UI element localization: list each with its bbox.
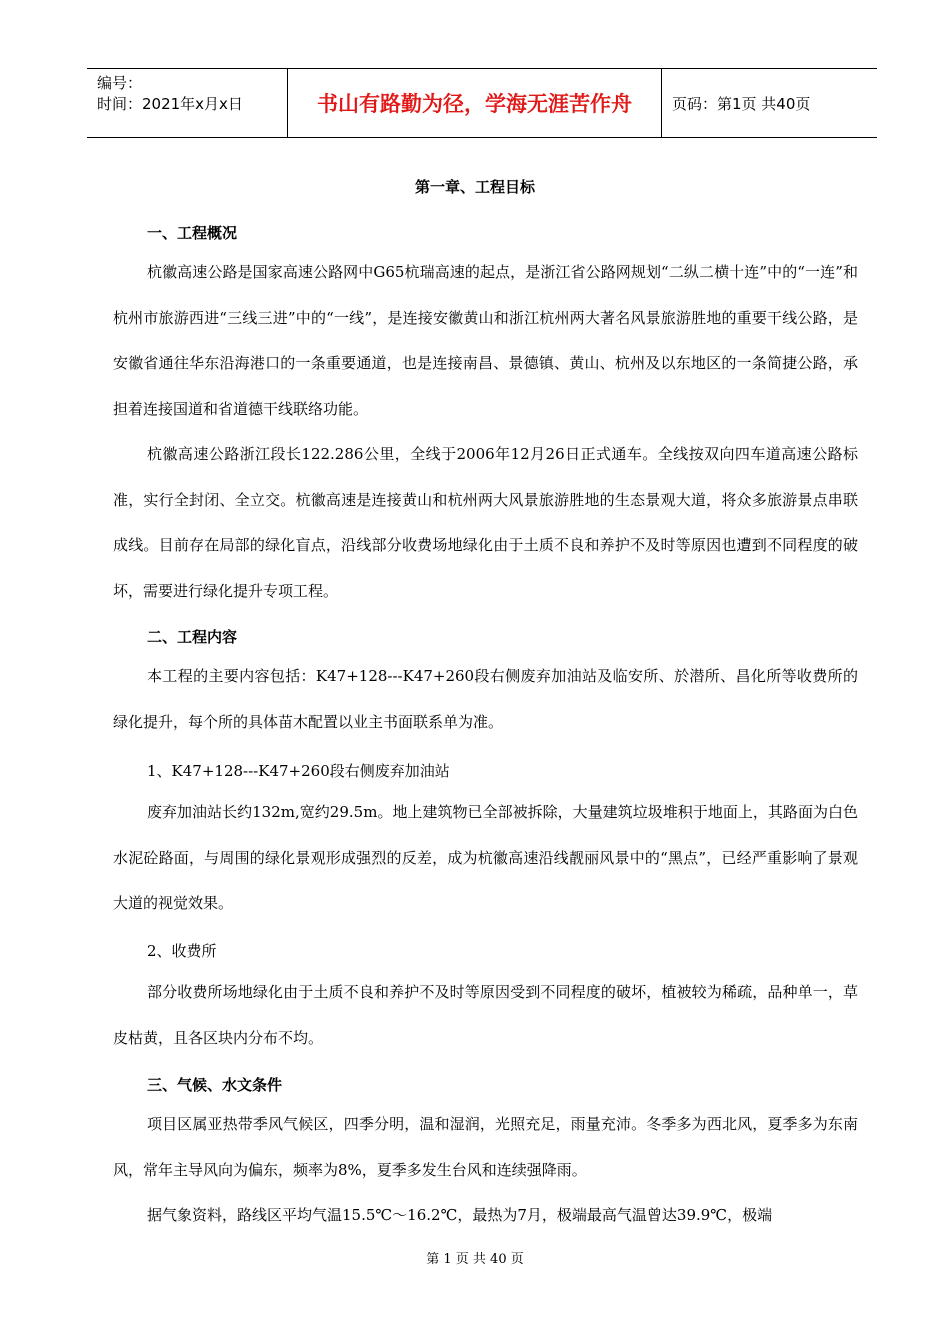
list-item: 1、K47+128---K47+260段右侧废弃加油站 bbox=[147, 762, 450, 780]
paragraph: 本工程的主要内容包括：K47+128---K47+260段右侧废弃加油站及临安所、於潜所、昌化所等收费所的绿化提升，每个所的具体苗木配置以业主书面联系单为准。 bbox=[113, 667, 858, 731]
header-motto: 书山有路勤为径，学海无涯苦作舟 bbox=[287, 69, 662, 137]
document-number: 编号： bbox=[97, 74, 143, 92]
list-item: 2、收费所 bbox=[147, 942, 217, 960]
document-date: 时间：2021年x月x日 bbox=[97, 95, 243, 113]
paragraph: 项目区属亚热带季风气候区，四季分明，温和湿润，光照充足，雨量充沛。冬季多为西北风，夏季多为东南风，常年主导风向为偏东，频率为8%，夏季多发生台风和连续强降雨。 bbox=[113, 1115, 858, 1179]
paragraph: 废弃加油站长约132m,宽约29.5m。地上建筑物已全部被拆除，大量建筑垃圾堆积于地面上，其路面为白色水泥砼路面，与周围的绿化景观形成强烈的反差，成为杭徽高速沿线靓丽风景中的“黑点”，已经严重影响了景观大道的视觉效果。 bbox=[113, 803, 858, 912]
page-footer: 第 1 页 共 40 页 bbox=[426, 1252, 524, 1267]
paragraph: 部分收费所场地绿化由于土质不良和养护不及时等原因受到不同程度的破坏，植被较为稀疏，品种单一，草皮枯黄，且各区块内分布不均。 bbox=[113, 983, 858, 1047]
paragraph: 杭徽高速公路浙江段长122.286公里，全线于2006年12月26日正式通车。全线按双向四车道高速公路标准，实行全封闭、全立交。杭徽高速是连接黄山和杭州两大风景旅游胜地的生态景观大道，将众多旅游景点串联成线。目前存在局部的绿化盲点，沿线部分收费场地绿化由于土质不良和养护不及时等原因也遭到不同程度的破坏，需要进行绿化提升专项工程。 bbox=[113, 445, 858, 600]
header-table bbox=[87, 68, 877, 138]
header-info-cell bbox=[87, 69, 287, 137]
section-heading-content: 二、工程内容 bbox=[147, 628, 238, 646]
chapter-title: 第一章、工程目标 bbox=[414, 178, 535, 196]
section-heading-climate: 三、气候、水文条件 bbox=[147, 1076, 283, 1094]
paragraph: 据气象资料，路线区平均气温15.5℃～16.2℃，最热为7月，极端最高气温曾达39.9℃，极端 bbox=[147, 1206, 773, 1224]
header-page-code: 页码：第1页 共40页 bbox=[672, 94, 811, 113]
paragraph: 杭徽高速公路是国家高速公路网中G65杭瑞高速的起点，是浙江省公路网规划“二纵二横十连”中的“一连”和杭州市旅游西进“三线三进”中的“一线”，是连接安徽黄山和浙江杭州两大著名风景旅游胜地的重要干线公路，是安徽省通往华东沿海港口的一条重要通道，也是连接南昌、景德镇、黄山、杭州及以东地区的一条简捷公路，承担着连接国道和省道德干线联络功能。 bbox=[113, 263, 858, 418]
section-heading-overview: 一、工程概况 bbox=[147, 224, 238, 242]
